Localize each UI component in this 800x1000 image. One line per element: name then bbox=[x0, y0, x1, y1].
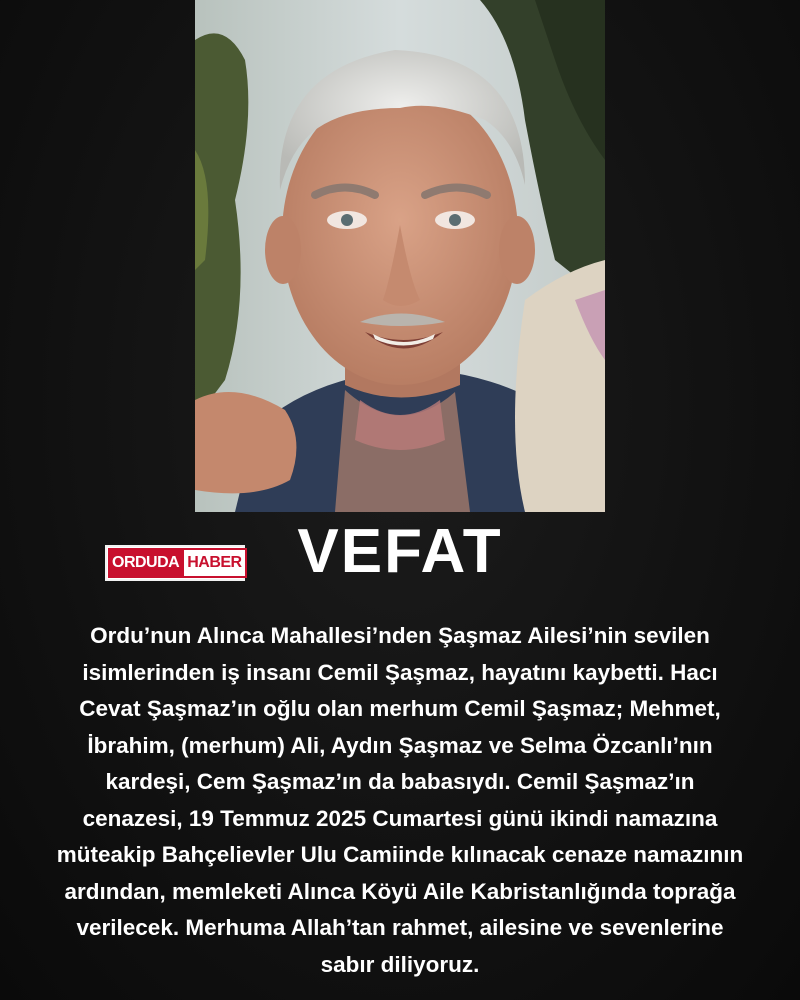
news-brand-logo bbox=[105, 545, 245, 581]
logo-text-haber: HABER bbox=[182, 548, 246, 578]
portrait-illustration bbox=[195, 0, 605, 512]
portrait-photo bbox=[195, 0, 605, 512]
headline-title: VEFAT bbox=[297, 517, 503, 586]
announcement-text: Ordu’nun Alınca Mahallesi’nden Şaşmaz Ailesi’nin sevilen isimlerinden iş insanı Cemil Şaşmaz, hayatını kaybetti. Hacı Cevat Şaşmaz’ın oğlu olan merhum Cemil Şaşmaz; Mehmet, İbrahim, (merhum) Ali, Aydın Şaşmaz ve Selma Özcanlı’nın kardeşi, Cem Şaşmaz’ın da babasıydı. Cemil Şaşmaz’ın cenazesi, 19 Temmuz 2025 Cumartesi günü ikindi namazına müteakip Bahçelievler Ulu Camiinde kılınacak cenaze namazının ardından, memleketi Alınca Köyü Aile Kabristanlığında toprağa verilecek. Merhuma Allah’tan rahmet, ailesine ve sevenlerine sabır diliyoruz. bbox=[56, 623, 744, 977]
logo-text-orduda: ORDUDA bbox=[108, 548, 182, 578]
